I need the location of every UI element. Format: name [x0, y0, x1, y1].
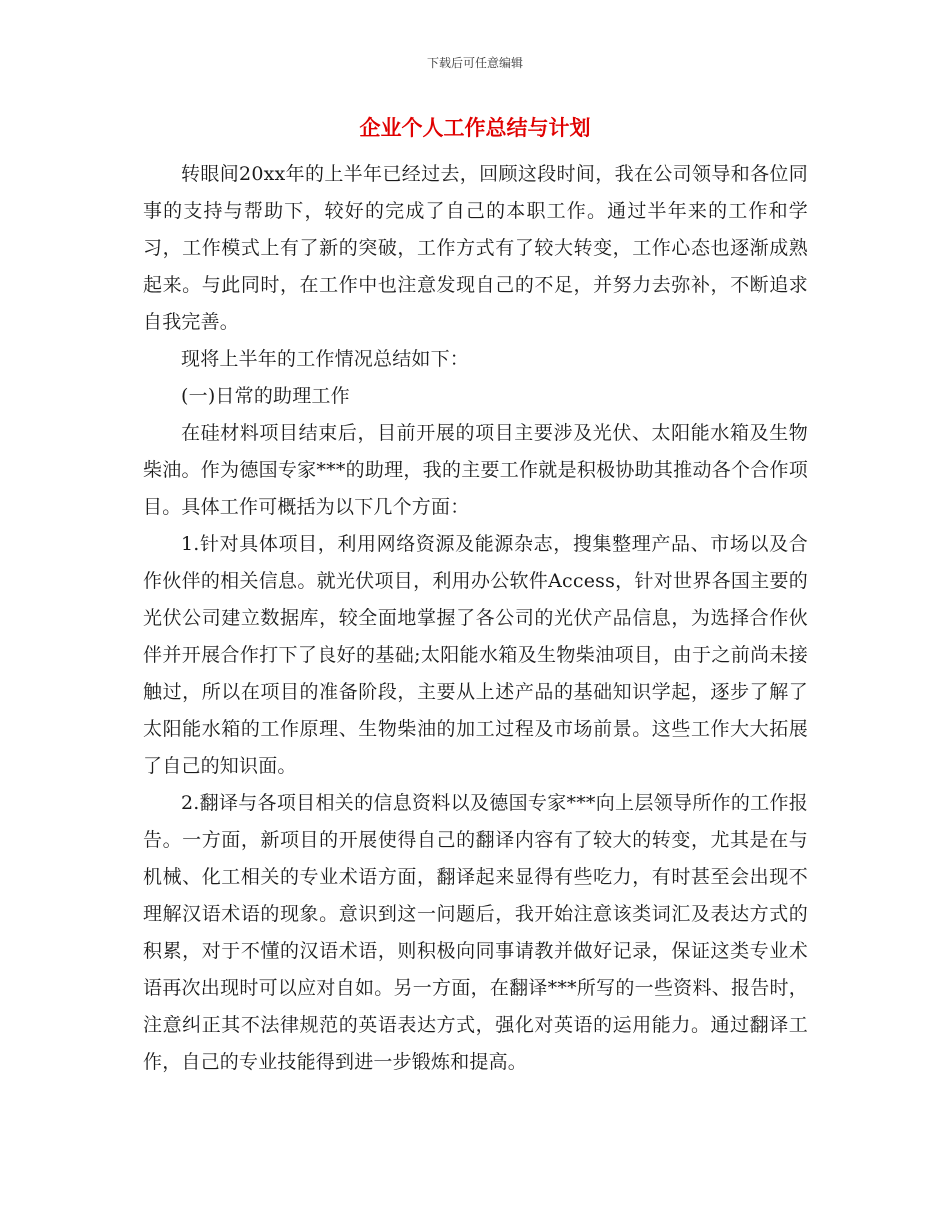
paragraph-item-1: 1.针对具体项目，利用网络资源及能源杂志，搜集整理产品、市场以及合作伙伴的相关信息。就光伏项目，利用办公软件Access，针对世界各国主要的光伏公司建立数据库，较全面地掌握了各公司的光伏产品信息，为选择合作伙伴并开展合作打下了良好的基础;太阳能水箱及生物柴油项目，由于之前尚未接触过，所以在项目的准备阶段，主要从上述产品的基础知识学起，逐步了解了太阳能水箱的工作原理、生物柴油的加工过程及市场前景。这些工作大大拓展了自己的知识面。	[143, 533, 808, 777]
document-title: 企业个人工作总结与计划	[359, 115, 591, 140]
paragraph-projects: 在硅材料项目结束后，目前开展的项目主要涉及光伏、太阳能水箱及生物柴油。作为德国专家***的助理，我的主要工作就是积极协助其推动各个合作项目。具体工作可概括为以下几个方面：	[143, 422, 808, 518]
paragraph-item-2: 2.翻译与各项目相关的信息资料以及德国专家***向上层领导所作的工作报告。一方面，新项目的开展使得自己的翻译内容有了较大的转变，尤其是在与机械、化工相关的专业术语方面，翻译起来显得有些吃力，有时甚至会出现不理解汉语术语的现象。意识到这一问题后，我开始注意该类词汇及表达方式的积累，对于不懂的汉语术语，则积极向同事请教并做好记录，保证这类专业术语再次出现时可以应对自如。另一方面，在翻译***所写的一些资料、报告时，注意纠正其不法律规范的英语表达方式，强化对英语的运用能力。通过翻译工作，自己的专业技能得到进一步锻炼和提高。	[143, 792, 808, 1073]
paragraph-summary-lead: 现将上半年的工作情况总结如下：	[181, 348, 470, 370]
paragraph-intro: 转眼间20xx年的上半年已经过去，回顾这段时间，我在公司领导和各位同事的支持与帮助下，较好的完成了自己的本职工作。通过半年来的工作和学习，工作模式上有了新的突破，工作方式有了较大转变，工作心态也逐渐成熟起来。与此同时，在工作中也注意发现自己的不足，并努力去弥补，不断追求自我完善。	[143, 163, 808, 333]
header-note: 下载后可任意编辑	[426, 56, 523, 70]
document-body	[143, 156, 808, 1081]
section-heading: (一)日常的助理工作	[181, 385, 350, 407]
